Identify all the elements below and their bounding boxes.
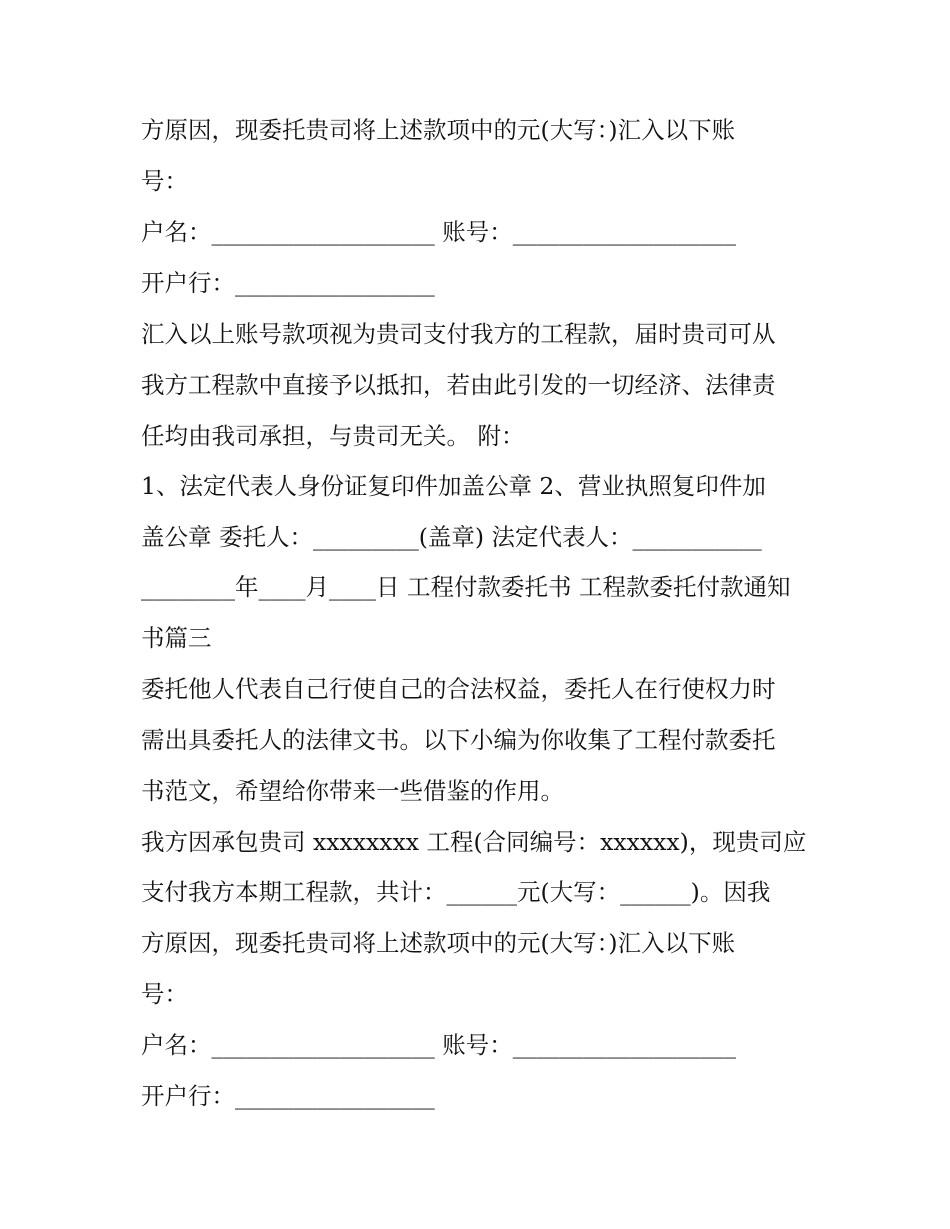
text-line: ________年____月____日 工程付款委托书 工程款委托付款通知 [141,573,791,601]
text-line: 方原因，现委托贵司将上述款项中的元(大写：)汇入以下账 [141,929,736,957]
text-line: 开户行：_________________ [141,1082,435,1110]
text-line: 书篇三 [141,624,212,652]
text-line: 号： [141,167,188,195]
text-line: 支付我方本期工程款，共计：______元(大写：______)。因我 [141,878,771,906]
text-line: 盖公章 委托人：_________(盖章) 法定代表人：___________ [141,523,762,551]
text-line: 任均由我司承担，与贵司无关。 附： [141,422,525,450]
text-line: 户名：___________________ 账号：___________________ [141,1031,736,1059]
text-line: 1、法定代表人身份证复印件加盖公章 2、营业执照复印件加 [141,472,766,500]
text-line: 号： [141,980,188,1008]
text-line: 开户行：_________________ [141,269,435,297]
text-line: 汇入以上账号款项视为贵司支付我方的工程款，届时贵司可从 [141,320,776,348]
text-line: 需出具委托人的法律文书。以下小编为你收集了工程付款委托 [141,726,776,754]
text-line: 书范文，希望给你带来一些借鉴的作用。 [141,777,564,805]
text-line: 我方工程款中直接予以抵扣，若由此引发的一切经济、法律责 [141,371,776,399]
text-line: 委托他人代表自己行使自己的合法权益，委托人在行使权力时 [141,675,776,703]
text-line: 方原因，现委托贵司将上述款项中的元(大写：)汇入以下账 [141,116,736,144]
text-line: 户名：___________________ 账号：___________________ [141,218,736,246]
text-line: 我方因承包贵司 xxxxxxxx 工程(合同编号：xxxxxx)，现贵司应 [141,828,807,856]
